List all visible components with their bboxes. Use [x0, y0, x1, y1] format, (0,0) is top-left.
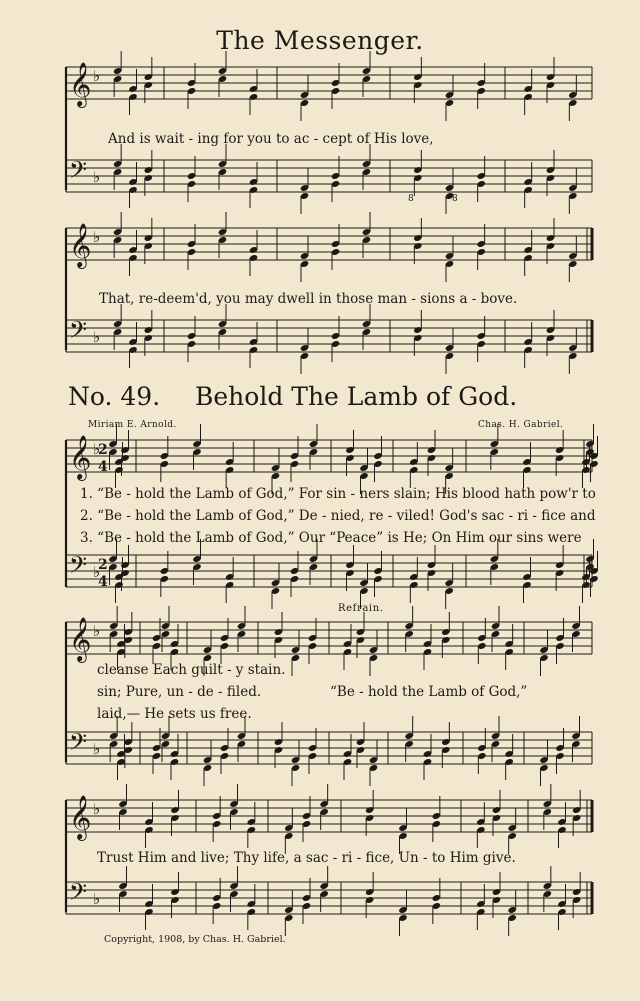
verse-line: 3. “Be - hold the Lamb of God,” Our “Peace” is He; On Him our sins were [80, 530, 582, 546]
verse-line: 1. “Be - hold the Lamb of God,” For sin - ners slain; His blood hath pow'r to [80, 486, 596, 502]
time-signature-top: 2 [98, 442, 108, 458]
verse-cont-line: laid,— He sets us free. [97, 706, 252, 722]
flat-sign-icon: ♭ [93, 622, 101, 640]
verse-line: 2. “Be - hold the Lamb of God,” De - nied, re - viled! God's sac - ri - fice and [80, 508, 596, 524]
verse-cont-line: cleanse Each guilt - y stain. [97, 662, 286, 678]
time-signature-bottom: 4 [98, 459, 108, 475]
flat-sign-icon: ♭ [93, 168, 101, 186]
hymn-number: No. 49. [68, 382, 161, 411]
lyric-line: And is wait - ing for you to ac - cept of His love, [108, 131, 434, 147]
bass-figure: 8 [452, 194, 458, 204]
refrain-lyric: Trust Him and live; Thy life, a sac - ri - fice, Un - to Him give. [97, 850, 516, 866]
lyric-line: That, re-deem'd, you may dwell in those man - sions a - bove. [99, 291, 518, 307]
flat-sign-icon: ♭ [93, 228, 101, 246]
section-title: The Messenger. [216, 26, 424, 55]
flat-sign-icon: ♭ [93, 440, 101, 458]
verse-cont-line: sin; Pure, un - de - filed. [97, 684, 262, 700]
flat-sign-icon: ♭ [93, 890, 101, 908]
bass-clef-icon: 𝄢 [69, 878, 88, 911]
refrain-lyric: “Be - hold the Lamb of God,” [330, 684, 528, 700]
bass-figure: 8 [408, 194, 414, 204]
author-credit: Miriam E. Arnold. [88, 420, 177, 430]
bass-clef-icon: 𝄢 [69, 551, 88, 584]
hymn-title: Behold The Lamb of God. [195, 382, 518, 411]
treble-clef-icon: 𝄞 [69, 617, 92, 661]
bass-clef-icon: 𝄢 [69, 316, 88, 349]
flat-sign-icon: ♭ [93, 328, 101, 346]
treble-clef-icon: 𝄞 [69, 435, 92, 479]
copyright-notice: Copyright, 1908, by Chas. H. Gabriel. [104, 934, 286, 945]
flat-sign-icon: ♭ [93, 800, 101, 818]
time-signature-bottom: 4 [98, 574, 108, 590]
bass-clef-icon: 𝄢 [69, 728, 88, 761]
time-signature-top: 2 [98, 557, 108, 573]
treble-clef-icon: 𝄞 [69, 795, 92, 839]
refrain-label: Refrain. [338, 603, 384, 614]
flat-sign-icon: ♭ [93, 563, 101, 581]
bass-clef-icon: 𝄢 [69, 156, 88, 189]
flat-sign-icon: ♭ [93, 67, 101, 85]
treble-clef-icon: 𝄞 [69, 223, 92, 267]
flat-sign-icon: ♭ [93, 740, 101, 758]
composer-credit: Chas. H. Gabriel. [478, 420, 564, 430]
treble-clef-icon: 𝄞 [69, 62, 92, 106]
